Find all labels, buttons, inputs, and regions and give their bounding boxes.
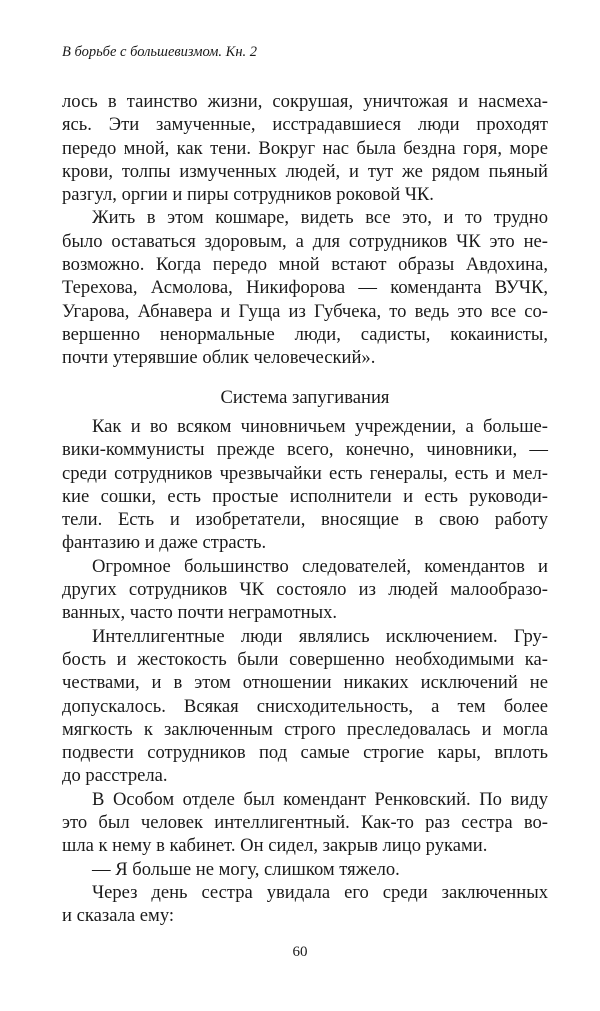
text-line: шла к нему в кабинет. Он сидел, закрыв лицо руками.: [62, 835, 488, 857]
text-line: ясь. Эти замученные, исстрадавшиеся люди проходят: [62, 114, 548, 136]
text-line: почти утерявшие облик человеческий».: [62, 347, 376, 369]
paragraph: [62, 881, 548, 928]
text-line: Жить в этом кошмаре, видеть все это, и то трудно: [92, 207, 548, 229]
paragraph: [62, 788, 548, 858]
text-line: крови, толпы измученных людей, и тут же рядом пьяный: [62, 160, 548, 182]
text-line: вершенно ненормальные люди, садисты, кокаинисты,: [62, 323, 548, 345]
paragraph: [62, 206, 548, 369]
paragraph: [62, 625, 548, 788]
text-line: до расстрела.: [62, 765, 168, 787]
text-line: кие сошки, есть простые исполнители и есть руководи-: [62, 485, 548, 507]
text-line: допускалось. Всякая снисходительность, а тем более: [62, 695, 548, 717]
section-heading: Система запугивания: [220, 387, 390, 408]
text-line: возможно. Когда передо мной встают образы Авдохина,: [62, 254, 548, 276]
running-head: В борьбе с большевизмом. Кн. 2: [62, 44, 258, 60]
text-line: лось в таинство жизни, сокрушая, уничтожая и насмеха-: [62, 91, 548, 112]
text-line: других сотрудников ЧК состояло из людей малообразо-: [62, 579, 548, 601]
text-line: было оставаться здоровым, а для сотрудников ЧК это не-: [62, 230, 548, 252]
paragraph: [62, 555, 548, 625]
text-line: В Особом отделе был комендант Ренковский. По виду: [92, 788, 548, 810]
text-line: тели. Есть и изобретатели, вносящие в свою работу: [62, 509, 548, 531]
text-section-after-heading: [62, 415, 548, 928]
text-line: вики-коммунисты прежде всего, конечно, чиновники, —: [62, 439, 548, 461]
page-number: 60: [292, 944, 308, 960]
paragraph: [62, 90, 548, 206]
paragraph: [62, 415, 548, 555]
text-line: бость и жестокость были совершенно необходимыми ка-: [62, 648, 548, 670]
text-line: это был человек интеллигентный. Как-то раз сестра во-: [62, 812, 548, 834]
paragraph: [62, 858, 548, 881]
text-line: Угарова, Абнавера и Гуща из Губчека, то ведь это все со-: [62, 300, 548, 322]
text-line: ванных, часто почти неграмотных.: [62, 602, 338, 624]
text-line: фантазию и даже страсть.: [62, 532, 267, 554]
text-line: Как и во всяком чиновничьем учреждении, а больше-: [92, 416, 548, 437]
text-line: и сказала ему:: [62, 905, 175, 927]
text-line: среди сотрудников чрезвычайки есть генералы, есть и мел-: [62, 462, 548, 484]
text-line: Через день сестра увидала его среди заключенных: [92, 881, 548, 903]
text-line: подвести сотрудников под самые строгие кары, вплоть: [62, 742, 548, 764]
text-line: чествами, и в этом отношении никаких исключений не: [62, 672, 548, 694]
text-line: Огромное большинство следователей, комендантов и: [92, 555, 548, 577]
text-line: мягкость к заключенным строго преследовалась и могла: [62, 718, 548, 740]
text-section-before-heading: [62, 90, 548, 370]
text-line: — Я больше не могу, слишком тяжело.: [92, 858, 400, 880]
text-line: передо мной, как тени. Вокруг нас была бездна горя, море: [62, 137, 548, 159]
text-line: Интеллигентные люди являлись исключением. Гру-: [92, 625, 548, 647]
text-line: разгул, оргии и пиры сотрудников роковой ЧК.: [62, 184, 434, 206]
text-line: Терехова, Асмолова, Никифорова — коменданта ВУЧК,: [62, 277, 548, 299]
